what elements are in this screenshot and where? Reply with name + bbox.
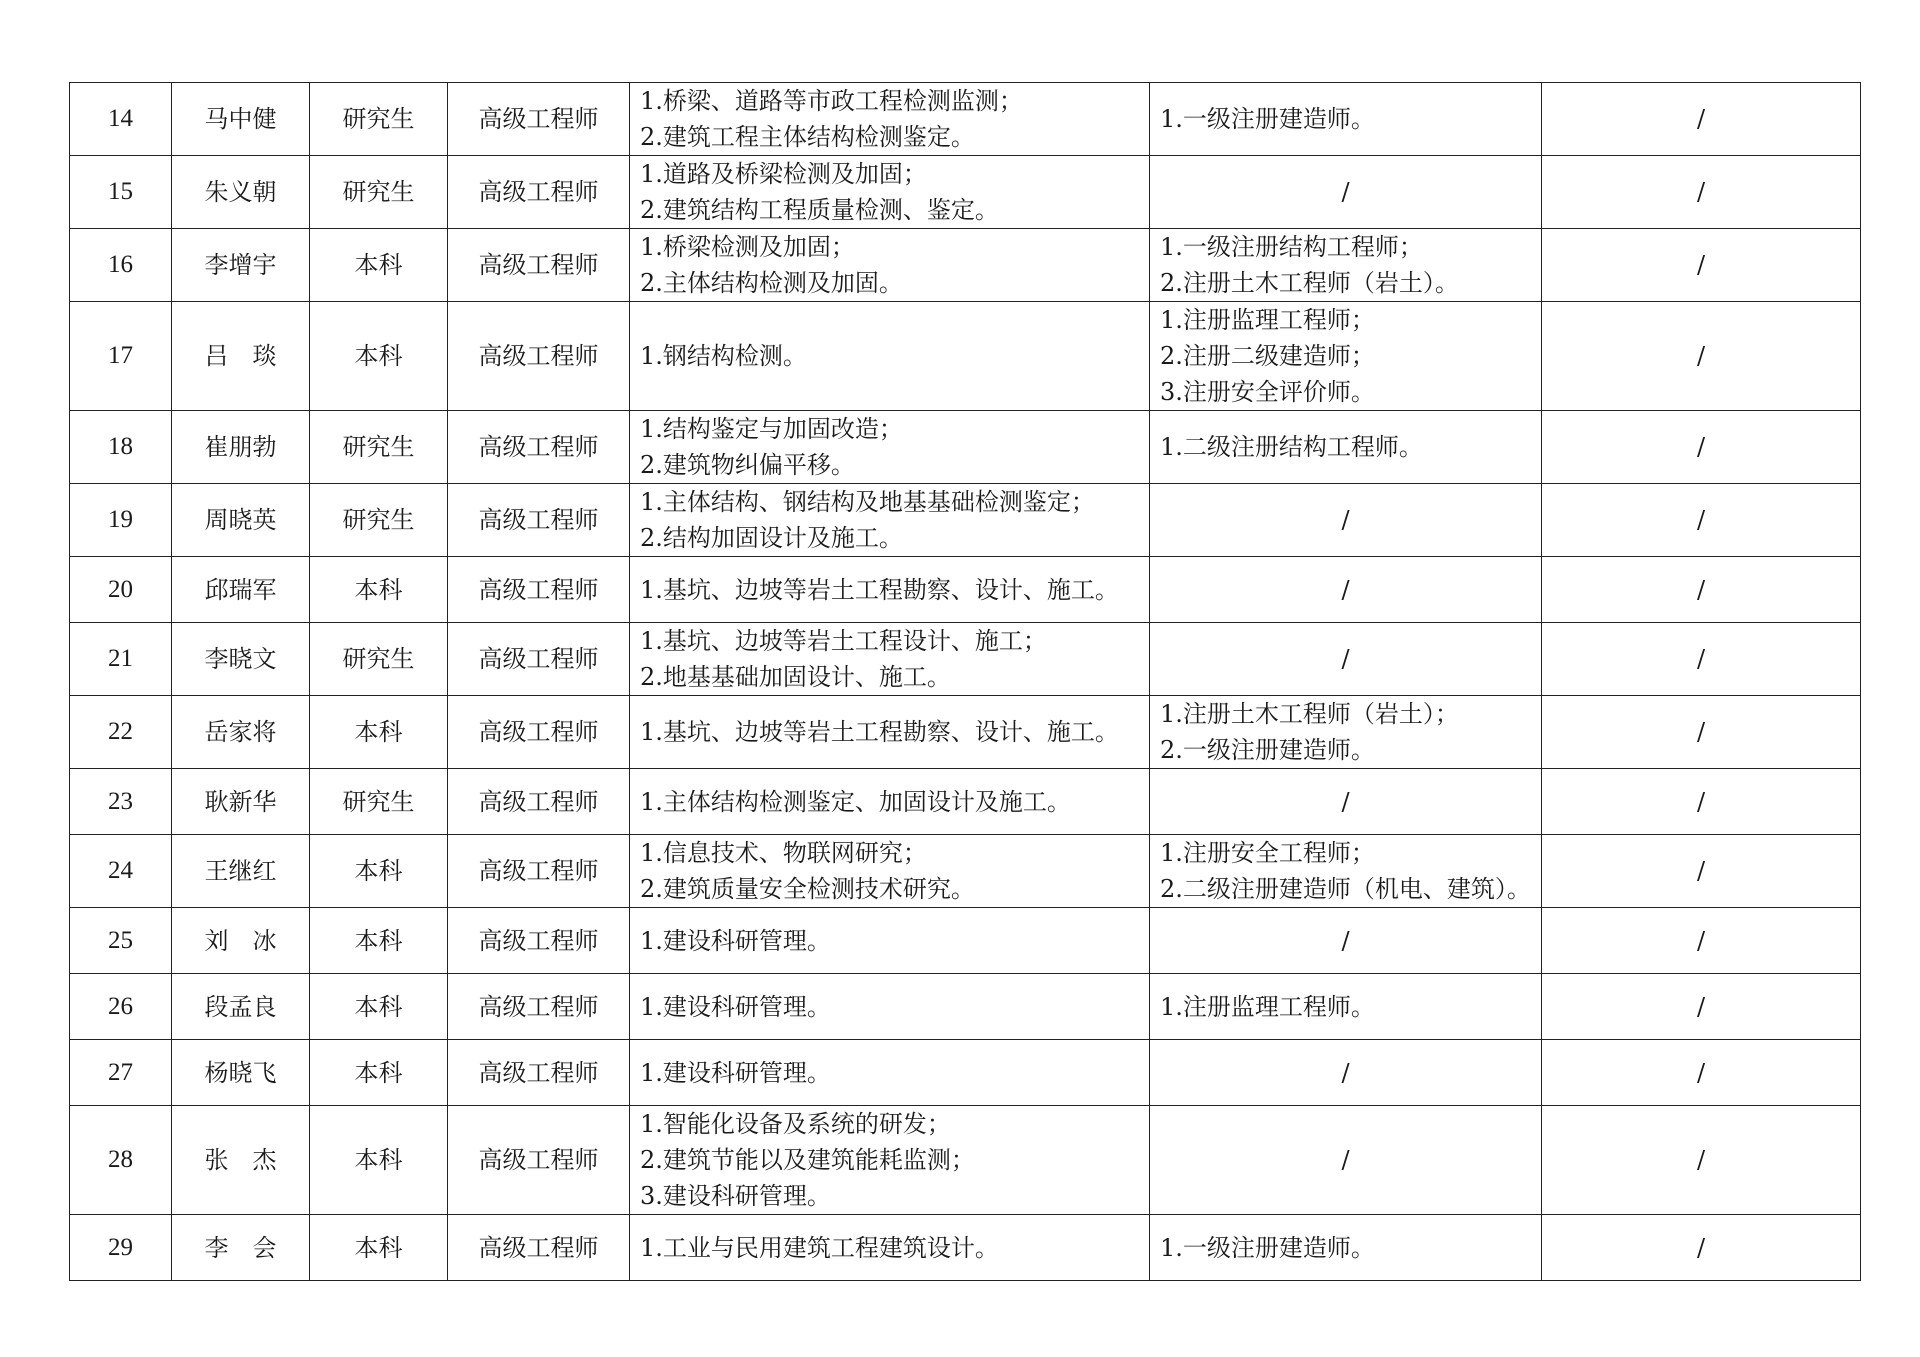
- specialty-cell: [630, 623, 1150, 696]
- name-cell: 岳家将: [172, 696, 310, 769]
- name-cell: 周晓英: [172, 484, 310, 557]
- row-number-cell: 23: [70, 769, 172, 835]
- education-cell: 本科: [310, 974, 448, 1040]
- certification-cell: /: [1150, 623, 1542, 696]
- specialty-line: 2.建筑节能以及建筑能耗监测；: [640, 1146, 975, 1174]
- education-cell: 研究生: [310, 623, 448, 696]
- specialty-line: 1.信息技术、物联网研究；: [640, 839, 927, 867]
- education-cell: 本科: [310, 557, 448, 623]
- education-cell: 本科: [310, 835, 448, 908]
- specialty-cell: [630, 1215, 1150, 1281]
- certification-line: 1.注册监理工程师；: [1160, 306, 1375, 334]
- row-number-cell: 21: [70, 623, 172, 696]
- remarks-cell: /: [1542, 302, 1861, 411]
- specialty-line: 1.基坑、边坡等岩土工程设计、施工；: [640, 627, 1047, 655]
- table-row: [70, 1040, 1861, 1106]
- certification-line: 1.注册安全工程师；: [1160, 839, 1375, 867]
- specialty-line: 1.桥梁、道路等市政工程检测监测；: [640, 87, 1023, 115]
- remarks-cell: /: [1542, 156, 1861, 229]
- row-number-cell: 26: [70, 974, 172, 1040]
- title-cell: 高级工程师: [448, 557, 630, 623]
- specialty-cell: [630, 1040, 1150, 1106]
- remarks-cell: /: [1542, 908, 1861, 974]
- name-cell: 吕 琰: [172, 302, 310, 411]
- title-cell: 高级工程师: [448, 484, 630, 557]
- title-cell: 高级工程师: [448, 411, 630, 484]
- table-row: [70, 302, 1861, 411]
- education-cell: 研究生: [310, 156, 448, 229]
- title-cell: 高级工程师: [448, 696, 630, 769]
- remarks-cell: /: [1542, 411, 1861, 484]
- name-cell: 邱瑞军: [172, 557, 310, 623]
- row-number-cell: 29: [70, 1215, 172, 1281]
- row-number-cell: 22: [70, 696, 172, 769]
- specialty-line: 1.建设科研管理。: [640, 1058, 831, 1087]
- certification-cell: /: [1150, 1040, 1542, 1106]
- specialty-line: 1.主体结构、钢结构及地基基础检测鉴定；: [640, 488, 1095, 516]
- certification-line: 2.注册二级建造师；: [1160, 342, 1375, 370]
- remarks-cell: /: [1542, 974, 1861, 1040]
- row-number-cell: 14: [70, 83, 172, 156]
- name-cell: 张 杰: [172, 1106, 310, 1215]
- certification-cell: /: [1150, 484, 1542, 557]
- table-row: [70, 557, 1861, 623]
- remarks-cell: /: [1542, 696, 1861, 769]
- specialty-cell: [630, 769, 1150, 835]
- specialty-line: 1.主体结构检测鉴定、加固设计及施工。: [640, 787, 1071, 816]
- specialty-cell: [630, 156, 1150, 229]
- education-cell: 本科: [310, 1106, 448, 1215]
- certification-cell: /: [1150, 156, 1542, 229]
- name-cell: 李晓文: [172, 623, 310, 696]
- certification-line: 1.二级注册结构工程师。: [1160, 433, 1423, 461]
- specialty-cell: [630, 411, 1150, 484]
- row-number-cell: 15: [70, 156, 172, 229]
- title-cell: 高级工程师: [448, 1215, 630, 1281]
- specialty-line: 2.地基基础加固设计、施工。: [640, 663, 951, 691]
- name-cell: 耿新华: [172, 769, 310, 835]
- remarks-cell: /: [1542, 1106, 1861, 1215]
- row-number-cell: 28: [70, 1106, 172, 1215]
- specialty-line: 2.建筑质量安全检测技术研究。: [640, 875, 975, 903]
- specialty-line: 1.智能化设备及系统的研发；: [640, 1110, 951, 1138]
- specialty-line: 2.结构加固设计及施工。: [640, 524, 903, 552]
- row-number-cell: 17: [70, 302, 172, 411]
- table-row: [70, 411, 1861, 484]
- remarks-cell: /: [1542, 835, 1861, 908]
- certification-line: 1.一级注册结构工程师；: [1160, 233, 1423, 261]
- education-cell: 本科: [310, 229, 448, 302]
- specialty-line: 1.基坑、边坡等岩土工程勘察、设计、施工。: [640, 718, 1119, 746]
- title-cell: 高级工程师: [448, 302, 630, 411]
- certification-cell: [1150, 229, 1542, 302]
- certification-line: 2.一级注册建造师。: [1160, 736, 1375, 764]
- row-number-cell: 27: [70, 1040, 172, 1106]
- remarks-cell: /: [1542, 229, 1861, 302]
- specialty-cell: [630, 974, 1150, 1040]
- name-cell: 李增宇: [172, 229, 310, 302]
- certification-line: 1.一级注册建造师。: [1160, 105, 1375, 133]
- certification-cell: [1150, 1215, 1542, 1281]
- certification-line: 3.注册安全评价师。: [1160, 378, 1375, 406]
- name-cell: 王继红: [172, 835, 310, 908]
- title-cell: 高级工程师: [448, 835, 630, 908]
- certification-cell: [1150, 302, 1542, 411]
- row-number-cell: 18: [70, 411, 172, 484]
- specialty-cell: [630, 908, 1150, 974]
- certification-cell: /: [1150, 557, 1542, 623]
- specialty-line: 1.道路及桥梁检测及加固；: [640, 160, 927, 188]
- row-number-cell: 25: [70, 908, 172, 974]
- title-cell: 高级工程师: [448, 769, 630, 835]
- remarks-cell: /: [1542, 484, 1861, 557]
- specialty-line: 2.建筑结构工程质量检测、鉴定。: [640, 196, 999, 224]
- table-row: [70, 156, 1861, 229]
- title-cell: 高级工程师: [448, 1040, 630, 1106]
- education-cell: 本科: [310, 1215, 448, 1281]
- row-number-cell: 20: [70, 557, 172, 623]
- title-cell: 高级工程师: [448, 83, 630, 156]
- certification-cell: [1150, 835, 1542, 908]
- specialty-line: 2.建筑工程主体结构检测鉴定。: [640, 123, 975, 151]
- certification-cell: [1150, 83, 1542, 156]
- expert-table: [69, 82, 1861, 1281]
- specialty-line: 1.建设科研管理。: [640, 992, 831, 1021]
- specialty-line: 3.建设科研管理。: [640, 1182, 831, 1210]
- certification-cell: /: [1150, 908, 1542, 974]
- remarks-cell: /: [1542, 557, 1861, 623]
- specialty-line: 1.基坑、边坡等岩土工程勘察、设计、施工。: [640, 575, 1119, 604]
- specialty-line: 1.桥梁检测及加固；: [640, 233, 855, 261]
- certification-line: 1.一级注册建造师。: [1160, 1233, 1375, 1262]
- table-row: [70, 908, 1861, 974]
- specialty-line: 2.主体结构检测及加固。: [640, 269, 903, 297]
- certification-cell: [1150, 411, 1542, 484]
- remarks-cell: /: [1542, 83, 1861, 156]
- table-row: [70, 623, 1861, 696]
- specialty-cell: [630, 302, 1150, 411]
- certification-line: 2.二级注册建造师（机电、建筑）。: [1160, 875, 1531, 903]
- specialty-cell: [630, 484, 1150, 557]
- name-cell: 崔朋勃: [172, 411, 310, 484]
- certification-cell: [1150, 696, 1542, 769]
- name-cell: 杨晓飞: [172, 1040, 310, 1106]
- table-row: [70, 1106, 1861, 1215]
- table-row: [70, 1215, 1861, 1281]
- certification-line: 2.注册土木工程师（岩土）。: [1160, 269, 1459, 297]
- remarks-cell: /: [1542, 1040, 1861, 1106]
- title-cell: 高级工程师: [448, 974, 630, 1040]
- name-cell: 马中健: [172, 83, 310, 156]
- education-cell: 研究生: [310, 411, 448, 484]
- title-cell: 高级工程师: [448, 229, 630, 302]
- title-cell: 高级工程师: [448, 156, 630, 229]
- specialty-cell: [630, 229, 1150, 302]
- education-cell: 本科: [310, 696, 448, 769]
- title-cell: 高级工程师: [448, 623, 630, 696]
- certification-cell: /: [1150, 769, 1542, 835]
- certification-line: 1.注册土木工程师（岩土）；: [1160, 700, 1459, 728]
- table-row: [70, 484, 1861, 557]
- specialty-line: 1.结构鉴定与加固改造；: [640, 415, 903, 443]
- specialty-line: 1.建设科研管理。: [640, 926, 831, 955]
- specialty-cell: [630, 835, 1150, 908]
- specialty-line: 1.钢结构检测。: [640, 342, 807, 370]
- remarks-cell: /: [1542, 769, 1861, 835]
- name-cell: 朱义朝: [172, 156, 310, 229]
- certification-cell: [1150, 974, 1542, 1040]
- specialty-cell: [630, 557, 1150, 623]
- title-cell: 高级工程师: [448, 908, 630, 974]
- table-row: [70, 229, 1861, 302]
- row-number-cell: 24: [70, 835, 172, 908]
- title-cell: 高级工程师: [448, 1106, 630, 1215]
- specialty-cell: [630, 696, 1150, 769]
- table-row: [70, 83, 1861, 156]
- table-row: [70, 769, 1861, 835]
- specialty-cell: [630, 83, 1150, 156]
- specialty-line: 1.工业与民用建筑工程建筑设计。: [640, 1233, 999, 1262]
- row-number-cell: 19: [70, 484, 172, 557]
- table-row: [70, 696, 1861, 769]
- table-body: [70, 83, 1861, 1281]
- remarks-cell: /: [1542, 1215, 1861, 1281]
- education-cell: 本科: [310, 1040, 448, 1106]
- certification-line: 1.注册监理工程师。: [1160, 992, 1375, 1021]
- education-cell: 研究生: [310, 769, 448, 835]
- table-row: [70, 974, 1861, 1040]
- education-cell: 本科: [310, 908, 448, 974]
- certification-cell: /: [1150, 1106, 1542, 1215]
- name-cell: 刘 冰: [172, 908, 310, 974]
- education-cell: 研究生: [310, 83, 448, 156]
- education-cell: 本科: [310, 302, 448, 411]
- education-cell: 研究生: [310, 484, 448, 557]
- name-cell: 李 会: [172, 1215, 310, 1281]
- specialty-line: 2.建筑物纠偏平移。: [640, 451, 855, 479]
- table-row: [70, 835, 1861, 908]
- row-number-cell: 16: [70, 229, 172, 302]
- remarks-cell: /: [1542, 623, 1861, 696]
- name-cell: 段孟良: [172, 974, 310, 1040]
- specialty-cell: [630, 1106, 1150, 1215]
